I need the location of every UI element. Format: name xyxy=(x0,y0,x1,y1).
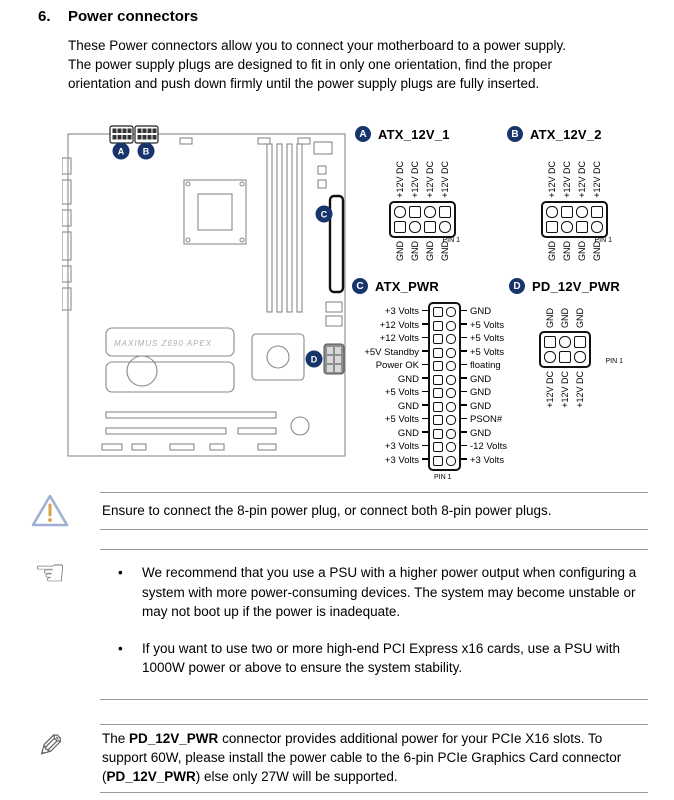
pin xyxy=(433,429,443,439)
battery xyxy=(291,417,309,435)
board-label: MAXIMUS Z690 APEX xyxy=(114,339,213,348)
pin xyxy=(424,206,436,218)
pin xyxy=(446,348,456,358)
pin-row xyxy=(433,402,456,412)
pin xyxy=(591,206,603,218)
pin-row xyxy=(433,388,456,398)
pin-label: +5 Volts xyxy=(385,386,428,400)
pin-label: GND xyxy=(545,308,555,328)
pin xyxy=(446,388,456,398)
cpu-socket xyxy=(184,180,246,244)
pin xyxy=(446,375,456,385)
caution-note xyxy=(0,492,674,530)
connector-title: ATX_PWR xyxy=(375,278,439,294)
pin xyxy=(439,221,451,233)
connector-title: PD_12V_PWR xyxy=(532,278,620,294)
connector-shell xyxy=(539,331,591,368)
power-connectors-diagram xyxy=(0,118,674,490)
pin-label: +3 Volts xyxy=(461,454,504,468)
section-title: Power connectors xyxy=(68,8,199,25)
note-icon-column xyxy=(0,724,100,793)
pin-labels-top xyxy=(389,150,456,198)
pin-label: GND xyxy=(461,305,491,319)
connector-pd12v-pwr xyxy=(509,278,623,408)
board-callout-c xyxy=(316,206,333,223)
hand-icon: ☜ xyxy=(33,552,67,593)
pin xyxy=(446,334,456,344)
pin-label: +12V DC xyxy=(547,161,557,198)
pin-label: +12V DC xyxy=(545,371,555,408)
connector-shell xyxy=(389,201,456,238)
section-heading xyxy=(38,8,198,25)
pin-label: GND xyxy=(461,386,491,400)
pin xyxy=(446,442,456,452)
pin-label: GND xyxy=(575,308,585,328)
note-text xyxy=(100,549,648,700)
pin xyxy=(433,307,443,317)
pin xyxy=(433,388,443,398)
pin xyxy=(546,206,558,218)
callout-badge-a: A xyxy=(355,126,371,142)
pin-label: GND xyxy=(547,241,557,261)
pin-label: +12V DC xyxy=(560,371,570,408)
pin-row xyxy=(433,321,456,331)
pin-label: +5V Standby xyxy=(364,346,428,360)
board-callout-a xyxy=(113,143,130,160)
pin xyxy=(561,206,573,218)
pin xyxy=(394,206,406,218)
pin-labels-bottom xyxy=(539,371,591,408)
pin-labels-bottom xyxy=(389,241,456,261)
connector-title: ATX_12V_1 xyxy=(378,126,450,142)
pin-row xyxy=(433,429,456,439)
pin-label: GND xyxy=(592,241,602,261)
pin xyxy=(433,415,443,425)
connector-shell xyxy=(428,302,461,471)
atx-pwr-connector-footprint xyxy=(330,196,343,292)
pin-label: GND xyxy=(410,241,420,261)
io-ports xyxy=(62,158,71,310)
pin xyxy=(574,336,586,348)
note-text-bold: PD_12V_PWR xyxy=(106,768,196,784)
connector-header xyxy=(355,126,456,142)
pin xyxy=(559,336,571,348)
pin1-label: PIN 1 xyxy=(442,237,460,244)
board-outline xyxy=(68,134,345,456)
pin-label: GND xyxy=(395,241,405,261)
pin-label: -12 Volts xyxy=(461,440,507,454)
pcie-slots xyxy=(106,412,276,434)
pin xyxy=(433,375,443,385)
connector-pinout xyxy=(539,302,623,408)
pin xyxy=(446,402,456,412)
pin-label: GND xyxy=(577,241,587,261)
connector-atx12v1 xyxy=(355,126,460,261)
note-text: Ensure to connect the 8-pin power plug, or connect both 8-pin power plugs. xyxy=(100,492,648,530)
svg-text:C: C xyxy=(320,209,328,220)
pin-labels-right xyxy=(461,305,507,467)
pd12v-connector-footprint xyxy=(324,344,344,374)
pin-label: GND xyxy=(425,241,435,261)
sata-ports xyxy=(326,302,342,326)
pin-label: +12V DC xyxy=(575,371,585,408)
pin-label: GND xyxy=(461,400,491,414)
pin xyxy=(544,336,556,348)
pin xyxy=(409,221,421,233)
pin xyxy=(574,351,586,363)
board-callout-b xyxy=(138,143,155,160)
connector-title: ATX_12V_2 xyxy=(530,126,602,142)
connector-header xyxy=(507,126,608,142)
pin-label: +12V DC xyxy=(410,161,420,198)
pin xyxy=(561,221,573,233)
note-icon-column xyxy=(0,549,100,700)
svg-text:B: B xyxy=(142,146,150,157)
pin-label: +3 Volts xyxy=(385,454,428,468)
body-line: orientation and push down firmly until the power supply plugs are fully inserted. xyxy=(68,76,540,92)
note-bullet: • If you want to use two or more high-end PCI Express x16 cards, use a PSU with 1000W power or above to ensure the system stability. xyxy=(102,639,644,678)
pin xyxy=(394,221,406,233)
motherboard-diagram xyxy=(62,122,352,472)
pin-label: GND xyxy=(398,400,428,414)
pin-label: GND xyxy=(560,308,570,328)
pin xyxy=(544,351,556,363)
svg-text:A: A xyxy=(117,146,125,157)
pin-label: +12V DC xyxy=(577,161,587,198)
pin-label: +12V DC xyxy=(440,161,450,198)
pin-label: +12 Volts xyxy=(380,332,428,346)
pin-label: GND xyxy=(440,241,450,261)
pin xyxy=(559,351,571,363)
pin-row xyxy=(433,375,456,385)
m2-heatsinks xyxy=(106,328,234,392)
important-note xyxy=(0,549,674,700)
pin-labels-bottom xyxy=(541,241,608,261)
pin-label: +12V DC xyxy=(562,161,572,198)
pin1-label: PIN 1 xyxy=(594,237,612,244)
connector-atx-pwr xyxy=(352,278,507,481)
pin xyxy=(433,442,443,452)
board-callout-d xyxy=(306,351,323,368)
connector-shell xyxy=(541,201,608,238)
pin xyxy=(546,221,558,233)
section-number: 6. xyxy=(38,8,51,25)
pin xyxy=(446,415,456,425)
note-text-part: connector provides additional power for your PCIe X16 slots. To support 60W, please install the power cable to the 6-pin PCIe Graphics Card connector ( xyxy=(102,731,622,784)
callout-badge-b: B xyxy=(507,126,523,142)
pin-labels-top xyxy=(541,150,608,198)
pin-row xyxy=(433,348,456,358)
capacitor-circle xyxy=(127,356,157,386)
pin xyxy=(433,321,443,331)
connector-pinout xyxy=(352,302,507,471)
pin xyxy=(591,221,603,233)
svg-text:D: D xyxy=(310,354,318,365)
pin1-label: PIN 1 xyxy=(605,358,623,365)
body-line: The power supply plugs are designed to fit in only one orientation, find the proper xyxy=(68,57,553,73)
pin-row xyxy=(433,361,456,371)
pin-labels-left xyxy=(352,305,428,467)
info-note xyxy=(0,724,674,793)
pin-row xyxy=(433,334,456,344)
pin-label: +3 Volts xyxy=(385,305,428,319)
pin-label: GND xyxy=(562,241,572,261)
pin-label: +12 Volts xyxy=(380,319,428,333)
connector-header xyxy=(509,278,620,294)
pin1-label: PIN 1 xyxy=(434,473,452,481)
pin xyxy=(446,456,456,466)
pin-header xyxy=(314,142,332,154)
pin xyxy=(409,206,421,218)
pin xyxy=(576,221,588,233)
pin xyxy=(446,321,456,331)
pin-labels-top xyxy=(539,302,591,328)
callout-badge-d: D xyxy=(509,278,525,294)
pin-label: GND xyxy=(461,373,491,387)
pencil-icon: ✎ xyxy=(36,728,64,764)
pin xyxy=(433,361,443,371)
pin-label: +5 Volts xyxy=(461,346,504,360)
note-text-part: The xyxy=(102,731,130,746)
pin-label: GND xyxy=(398,373,428,387)
note-icon-column xyxy=(0,492,100,530)
pin-label: +12V DC xyxy=(425,161,435,198)
bottom-headers xyxy=(102,444,276,450)
pin-label: +5 Volts xyxy=(385,413,428,427)
callout-badge-c: C xyxy=(352,278,368,294)
pin-label: PSON# xyxy=(461,413,502,427)
dimm-slots xyxy=(267,144,302,312)
pin xyxy=(424,221,436,233)
pin xyxy=(446,361,456,371)
pin-label: +12V DC xyxy=(592,161,602,198)
pin-label: +5 Volts xyxy=(461,319,504,333)
note-text-part: ) else only 27W will be supported. xyxy=(195,768,398,784)
connector-atx12v2 xyxy=(507,126,612,261)
pin xyxy=(433,348,443,358)
note-text xyxy=(100,724,648,793)
pin-row xyxy=(433,307,456,317)
pin-label: GND xyxy=(461,427,491,441)
note-bullet-list xyxy=(102,563,644,678)
pin-row xyxy=(433,456,456,466)
body-line: These Power connectors allow you to connect your motherboard to a power supply. xyxy=(68,38,567,53)
pin xyxy=(433,456,443,466)
warning-icon xyxy=(30,492,70,530)
pin-label: floating xyxy=(461,359,501,373)
pin-label: Power OK xyxy=(376,359,428,373)
pin-row xyxy=(433,442,456,452)
pin xyxy=(446,307,456,317)
connector-pinout xyxy=(541,150,612,261)
pin xyxy=(433,334,443,344)
chipset-heatsink xyxy=(252,334,304,380)
pin xyxy=(433,402,443,412)
note-bullet: • We recommend that you use a PSU with a higher power output when configuring a system with more power-consuming devices. The system may become unstable or may not boot up if the power is inadequate. xyxy=(102,563,644,622)
pin-label: +12V DC xyxy=(395,161,405,198)
connector-header xyxy=(352,278,507,294)
note-text-bold: PD_12V_PWR xyxy=(129,731,219,746)
pin-row xyxy=(433,415,456,425)
pin xyxy=(439,206,451,218)
pin-label: +3 Volts xyxy=(385,440,428,454)
section-body xyxy=(68,36,648,93)
pin xyxy=(446,429,456,439)
connector-pinout xyxy=(389,150,460,261)
pin-label: +5 Volts xyxy=(461,332,504,346)
pin xyxy=(576,206,588,218)
pin-label: GND xyxy=(398,427,428,441)
